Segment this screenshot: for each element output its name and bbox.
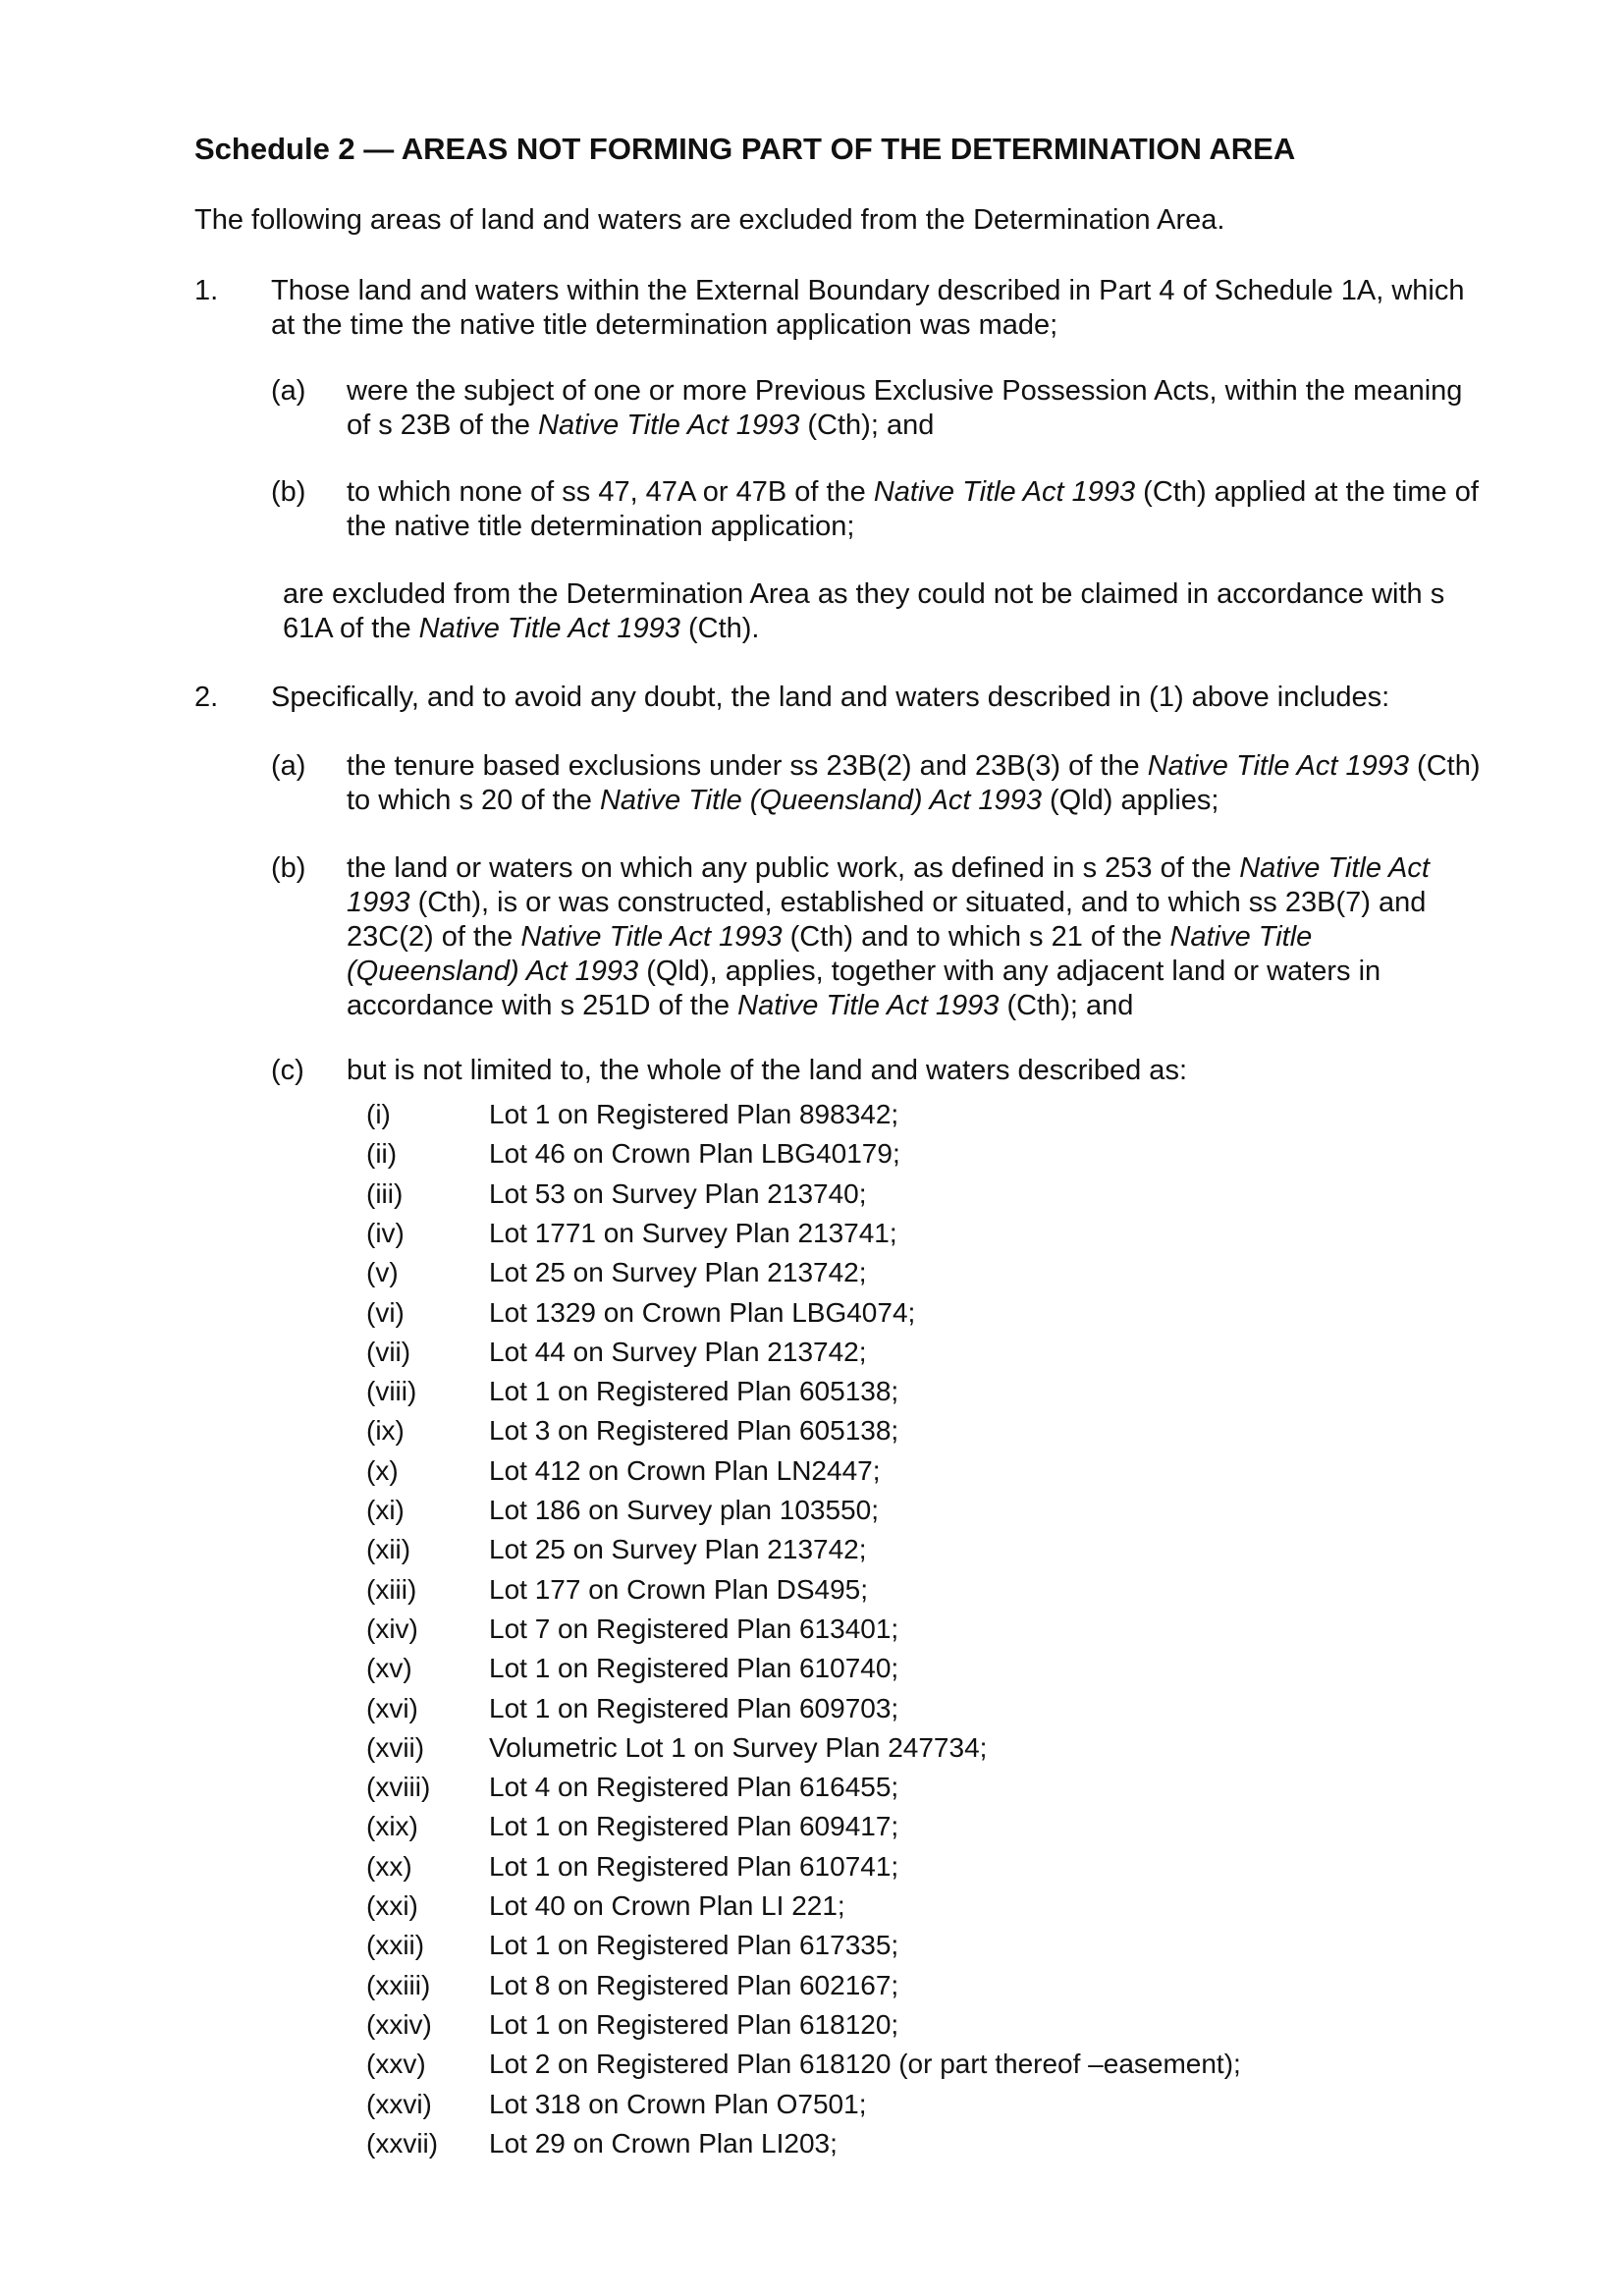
text-run: (Cth) applied at the time of the native title determination application; xyxy=(347,476,1479,542)
lot-item: Lot 25 on Survey Plan 213742; xyxy=(489,1534,867,1564)
schedule-title: Schedule 2 — AREAS NOT FORMING PART OF THE DETERMINATION AREA xyxy=(194,132,1296,166)
lot-item: Lot 25 on Survey Plan 213742; xyxy=(489,1257,867,1287)
text-run: (Qld), applies, together with any adjacent land or waters in accordance with s 251D of the xyxy=(347,956,1381,1021)
item-1a-label: (a) xyxy=(271,375,306,407)
item-2c-text: but is not limited to, the whole of the land and waters described as: xyxy=(347,1055,1187,1086)
lot-item: Lot 8 on Registered Plan 602167; xyxy=(489,1970,899,2000)
item-2c-label: (c) xyxy=(271,1055,304,1086)
text-run: (Cth), is or was constructed, established or situated, and to which ss 23B(7) and 23C(2) of the xyxy=(347,887,1427,953)
act-title: Native Title Act 1993 xyxy=(347,852,1430,918)
text-run: (Cth); and xyxy=(999,990,1134,1021)
item-2a-label: (a) xyxy=(271,750,306,782)
act-title: Native Title Act 1993 xyxy=(737,990,1000,1021)
lot-label: (vi) xyxy=(366,1297,405,1328)
item-2b-label: (b) xyxy=(271,852,306,884)
item-1b-label: (b) xyxy=(271,476,306,508)
lot-label: (v) xyxy=(366,1257,399,1287)
lot-item: Lot 1 on Registered Plan 605138; xyxy=(489,1376,899,1406)
lot-item: Lot 7 on Registered Plan 613401; xyxy=(489,1613,899,1644)
text-run: the land or waters on which any public work, as defined in s 253 of the xyxy=(347,852,1240,884)
act-title: Native Title Act 1993 xyxy=(418,613,680,644)
lot-item: Lot 40 on Crown Plan LI 221; xyxy=(489,1890,845,1921)
lot-label: (xxi) xyxy=(366,1890,418,1921)
lot-label: (i) xyxy=(366,1099,391,1129)
lot-item: Lot 1 on Registered Plan 609417; xyxy=(489,1811,899,1841)
text-run: were the subject of one or more Previous Exclusive Possession Acts, within the meaning of s 23B of the xyxy=(347,375,1463,441)
lot-label: (xii) xyxy=(366,1534,411,1564)
lot-item: Lot 46 on Crown Plan LBG40179; xyxy=(489,1138,900,1169)
item-1b-text xyxy=(347,475,1486,544)
item-2a-text xyxy=(347,749,1486,818)
act-title: Native Title Act 1993 xyxy=(873,476,1136,508)
lot-label: (xv) xyxy=(366,1653,412,1683)
lot-item: Lot 44 on Survey Plan 213742; xyxy=(489,1337,867,1367)
lot-label: (iii) xyxy=(366,1178,404,1209)
lot-label: (xix) xyxy=(366,1811,418,1841)
lot-label: (viii) xyxy=(366,1376,417,1406)
item-1-closing xyxy=(283,577,1490,646)
lot-label: (xiv) xyxy=(366,1613,418,1644)
lot-item: Lot 1 on Registered Plan 898342; xyxy=(489,1099,899,1129)
lot-item: Lot 1 on Registered Plan 609703; xyxy=(489,1693,899,1723)
lot-item: Lot 53 on Survey Plan 213740; xyxy=(489,1178,867,1209)
lot-item: Lot 1771 on Survey Plan 213741; xyxy=(489,1218,897,1248)
lot-label: (xviii) xyxy=(366,1772,431,1802)
lot-item: Lot 1 on Registered Plan 610741; xyxy=(489,1851,899,1882)
item-1-text: Those land and waters within the External Boundary described in Part 4 of Schedule 1A, which at the time the native title determination application was made; xyxy=(271,275,1465,341)
text-run: (Cth). xyxy=(679,613,760,644)
lot-label: (iv) xyxy=(366,1218,405,1248)
item-1-number: 1. xyxy=(194,275,219,306)
lot-item: Lot 1 on Registered Plan 610740; xyxy=(489,1653,899,1683)
text-run: (Cth); and xyxy=(799,410,935,441)
lot-item: Volumetric Lot 1 on Survey Plan 247734; xyxy=(489,1732,988,1763)
lot-label: (ii) xyxy=(366,1138,398,1169)
act-title: Native Title (Queensland) Act 1993 xyxy=(599,785,1042,816)
lot-label: (xi) xyxy=(366,1495,405,1525)
act-title: Native Title (Queensland) Act 1993 xyxy=(347,921,1313,987)
lot-item: Lot 1329 on Crown Plan LBG4074; xyxy=(489,1297,916,1328)
lot-item: Lot 412 on Crown Plan LN2447; xyxy=(489,1455,881,1486)
lot-label: (xxvi) xyxy=(366,2089,432,2119)
lot-label: (xvi) xyxy=(366,1693,418,1723)
lot-item: Lot 186 on Survey plan 103550; xyxy=(489,1495,879,1525)
lot-label: (xx) xyxy=(366,1851,412,1882)
lot-label: (x) xyxy=(366,1455,399,1486)
lot-label: (vii) xyxy=(366,1337,411,1367)
lot-label: (xxii) xyxy=(366,1930,425,1960)
lot-item: Lot 29 on Crown Plan LI203; xyxy=(489,2128,838,2159)
lot-item: Lot 4 on Registered Plan 616455; xyxy=(489,1772,899,1802)
text-run: (Qld) applies; xyxy=(1041,785,1219,816)
text-run: to which none of ss 47, 47A or 47B of the xyxy=(347,476,874,508)
lot-item: Lot 1 on Registered Plan 617335; xyxy=(489,1930,899,1960)
lot-item: Lot 177 on Crown Plan DS495; xyxy=(489,1574,869,1605)
item-2-number: 2. xyxy=(194,682,219,713)
lot-item: Lot 318 on Crown Plan O7501; xyxy=(489,2089,867,2119)
lot-item: Lot 1 on Registered Plan 618120; xyxy=(489,2009,899,2040)
item-2-text: Specifically, and to avoid any doubt, the land and waters described in (1) above includes: xyxy=(271,682,1390,713)
lot-label: (xxiii) xyxy=(366,1970,431,2000)
lot-label: (xxvii) xyxy=(366,2128,439,2159)
intro-paragraph: The following areas of land and waters are excluded from the Determination Area. xyxy=(194,204,1225,236)
lot-label: (xiii) xyxy=(366,1574,417,1605)
lot-label: (ix) xyxy=(366,1415,405,1446)
text-run: the tenure based exclusions under ss 23B(2) and 23B(3) of the xyxy=(347,750,1148,782)
text-run: (Cth) and to which s 21 of the xyxy=(782,921,1170,953)
text-run: are excluded from the Determination Area as they could not be claimed in accordance with s 61A of the xyxy=(283,578,1445,644)
act-title: Native Title Act 1993 xyxy=(538,410,800,441)
act-title: Native Title Act 1993 xyxy=(520,921,783,953)
lot-item: Lot 3 on Registered Plan 605138; xyxy=(489,1415,899,1446)
item-1a-text xyxy=(347,374,1486,443)
lot-label: (xxiv) xyxy=(366,2009,432,2040)
lot-item: Lot 2 on Registered Plan 618120 (or part thereof –easement); xyxy=(489,2049,1241,2079)
item-2b-text xyxy=(347,851,1486,1023)
lot-label: (xvii) xyxy=(366,1732,425,1763)
lot-label: (xxv) xyxy=(366,2049,426,2079)
act-title: Native Title Act 1993 xyxy=(1147,750,1409,782)
text-run: (Cth) to which s 20 of the xyxy=(347,750,1481,816)
